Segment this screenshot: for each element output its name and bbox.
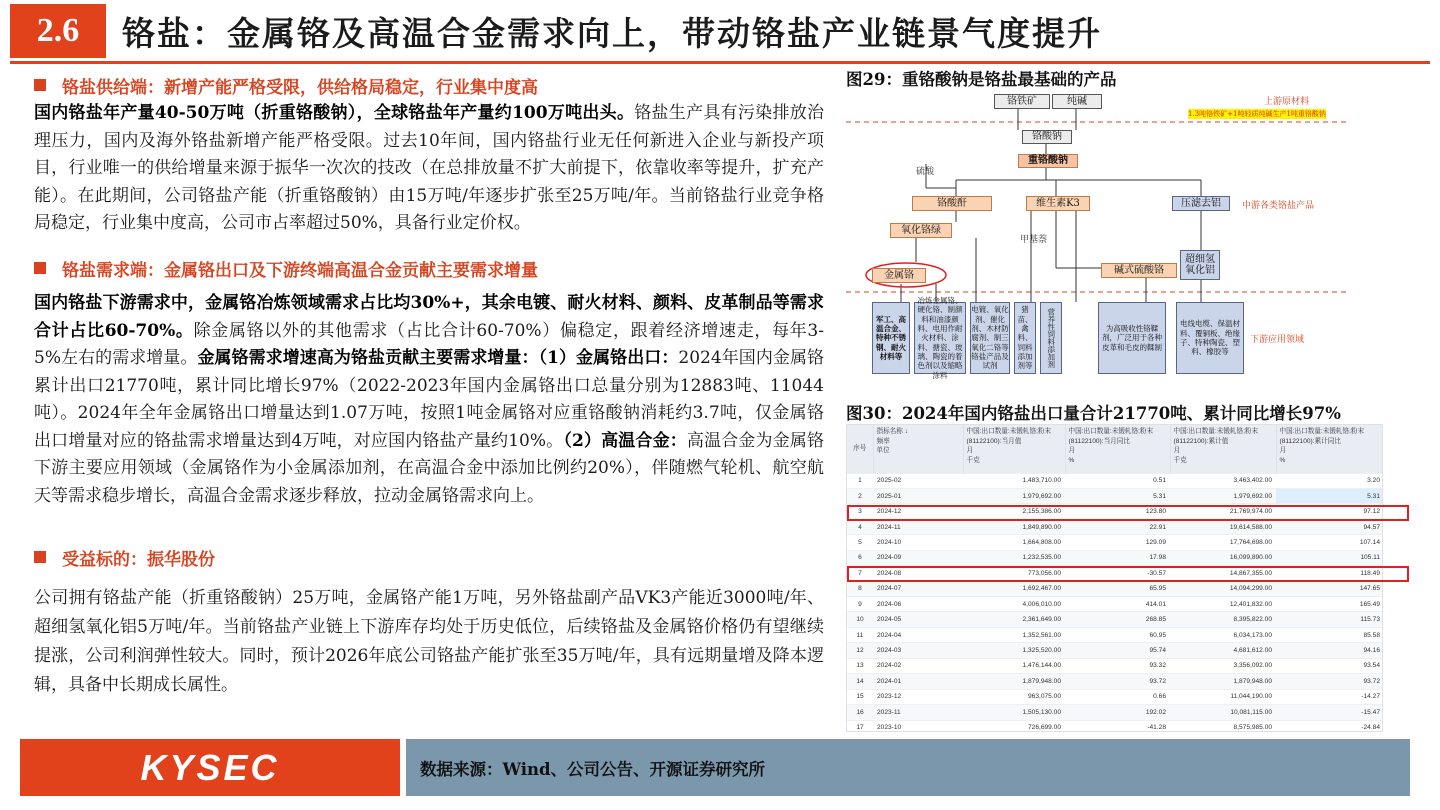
highlight-row-2024-08 (847, 566, 1409, 582)
fig29-title: 图29：重铬酸钠是铬盐最基础的产品 (846, 70, 1117, 89)
sodium-dichromate-box: 重铬酸钠 (1018, 154, 1078, 168)
row-monthly-yoy: 93.32 (1065, 658, 1170, 673)
row-monthly-yoy: 0.66 (1065, 689, 1170, 704)
chromium-oxide-green-box: 氧化铬绿 (890, 223, 952, 238)
row-monthly-value: 1,232,535.00 (963, 550, 1065, 565)
row-monthly-value: 1,325,520.00 (963, 643, 1065, 658)
row-seq: 7 (847, 566, 873, 581)
row-monthly-value: 1,476,144.00 (963, 658, 1065, 673)
supply-heading-text: 铬盐供给端：新增产能严格受限，供给格局稳定，行业集中度高 (62, 77, 538, 98)
row-date: 2025-01 (873, 488, 963, 503)
row-monthly-yoy: -30.57 (1065, 566, 1170, 581)
row-date: 2025-02 (873, 473, 963, 488)
col4-name: 中国:出口数量:未锻轧铬;粉末(81122100):累计同比 (1279, 428, 1365, 445)
highlight-row-2024-12 (847, 505, 1409, 521)
left-column (34, 70, 824, 700)
midstream-label: 中游各类铬盐产品 (1242, 201, 1315, 211)
row-cumulative-yoy: 107.14 (1276, 535, 1383, 550)
row-cumulative-value: 12,401,832.00 (1170, 597, 1276, 612)
row-date: 2024-07 (873, 581, 963, 596)
row-monthly-yoy: 95.74 (1065, 643, 1170, 658)
col1-name: 中国:出口数量:未锻轧铬;粉末(81122100):当月值 (966, 428, 1052, 445)
row-monthly-yoy: 414.01 (1065, 597, 1170, 612)
frequency-label: 频率 (876, 437, 890, 445)
row-cumulative-value: 1,979,692.00 (1170, 488, 1276, 503)
meta-header (873, 425, 963, 473)
upstream-note: 1.3吨铬铁矿+1吨轻质纯碱生产1吨重铬酸钠 (1188, 110, 1326, 118)
row-seq: 2 (847, 488, 873, 503)
row-cumulative-value: 19,614,588.00 (1170, 519, 1276, 534)
col2-freq: 月 (1068, 447, 1076, 455)
bullet-square-icon (34, 551, 46, 563)
row-seq: 1 (847, 473, 873, 488)
table-row (847, 720, 1383, 732)
row-monthly-yoy: 192.02 (1065, 705, 1170, 720)
row-monthly-yoy: 129.09 (1065, 535, 1170, 550)
col3-unit: 千克 (1173, 456, 1187, 464)
row-cumulative-yoy: 97.12 (1276, 504, 1383, 519)
beneficiary-text: 公司拥有铬盐产能（折重铬酸钠）25万吨，金属铬产能1万吨，另外铬盐副产品VK3产能近3000吨/年、超细氢氧化铝5万吨/年。当前铬盐产业链上下游库存均处于历史低位，后续铬盐及金属铬价格仍有望继续提涨，公司利润弹性较大。同时，预计2026年底公司铬盐产能扩张至35万吨/年，具有远期量增及降本逻辑，具备中长期成长属性。 (34, 588, 824, 695)
row-date: 2024-12 (873, 504, 963, 519)
supply-paragraph (34, 100, 824, 250)
row-cumulative-value: 10,081,115.00 (1170, 705, 1276, 720)
beneficiary-paragraph (34, 584, 824, 700)
table-header-row (847, 425, 1383, 473)
table-row (847, 658, 1383, 673)
row-cumulative-value: 3,463,402.00 (1170, 473, 1276, 488)
row-seq: 3 (847, 504, 873, 519)
row-cumulative-value: 4,681,612.00 (1170, 643, 1276, 658)
row-cumulative-yoy: 93.54 (1276, 658, 1383, 673)
demand-heading (34, 253, 824, 283)
header-divider (10, 61, 1430, 64)
row-monthly-value: 1,505,130.00 (963, 705, 1065, 720)
row-date: 2024-08 (873, 566, 963, 581)
row-seq: 6 (847, 550, 873, 565)
row-date: 2024-06 (873, 597, 963, 612)
row-cumulative-value: 17,764,698.00 (1170, 535, 1276, 550)
row-monthly-value: 4,006,010.00 (963, 597, 1065, 612)
chromite-box: 铬铁矿 (994, 94, 1050, 109)
indicator-name-label: 指标名称 ↓ (876, 428, 909, 435)
data-source-text: 数据来源：Wind、公司公告、开源证券研究所 (420, 759, 766, 779)
row-cumulative-value: 21,769,974.00 (1170, 504, 1276, 519)
col2-unit: % (1068, 456, 1075, 464)
row-monthly-yoy: 17.98 (1065, 550, 1170, 565)
table-row (847, 674, 1383, 689)
row-date: 2024-11 (873, 519, 963, 534)
row-monthly-yoy: 268.85 (1065, 612, 1170, 627)
beneficiary-heading (34, 542, 824, 572)
row-date: 2024-03 (873, 643, 963, 658)
row-date: 2024-05 (873, 612, 963, 627)
col3-header (1170, 425, 1276, 473)
row-monthly-value: 1,879,948.00 (963, 674, 1065, 689)
col3-name: 中国:出口数量:未锻轧铬;粉末(81122100):累计值 (1173, 428, 1259, 445)
row-monthly-value: 1,664,808.00 (963, 535, 1065, 550)
row-monthly-yoy: -41.28 (1065, 720, 1170, 732)
table-row (847, 550, 1383, 565)
sulfuric-acid-label: 硫酸 (916, 167, 935, 177)
row-cumulative-yoy: 93.72 (1276, 674, 1383, 689)
row-seq: 17 (847, 720, 873, 732)
row-monthly-value: 726,699.00 (963, 720, 1065, 732)
row-monthly-value: 1,979,692.00 (963, 488, 1065, 503)
row-cumulative-value: 14,867,355.00 (1170, 566, 1276, 581)
row-monthly-value: 2,155,386.00 (963, 504, 1065, 519)
row-monthly-yoy: 123.80 (1065, 504, 1170, 519)
row-cumulative-value: 6,034,173.00 (1170, 627, 1276, 642)
table-row (847, 643, 1383, 658)
row-cumulative-value: 14,094,299.00 (1170, 581, 1276, 596)
data-source-bar (406, 739, 1410, 796)
application-box-5: 营养性饲料添加剂 (1040, 302, 1062, 374)
col3-freq: 月 (1173, 447, 1181, 455)
table-row (847, 519, 1383, 534)
row-cumulative-value: 8,575,985.00 (1170, 720, 1276, 732)
row-cumulative-yoy: 3.20 (1276, 473, 1383, 488)
row-cumulative-yoy: 147.65 (1276, 581, 1383, 596)
section-number: 2.6 (10, 4, 106, 58)
row-cumulative-value: 3,356,092.00 (1170, 658, 1276, 673)
row-monthly-yoy: 93.72 (1065, 674, 1170, 689)
row-monthly-yoy: 22.91 (1065, 519, 1170, 534)
page-title: 铬盐：金属铬及高温合金需求向上，带动铬盐产业链景气度提升 (122, 14, 1102, 53)
row-date: 2024-02 (873, 658, 963, 673)
row-monthly-value: 963,075.00 (963, 689, 1065, 704)
application-box-7: 电线电缆、保温材料、覆铜板、绝缘子、特种陶瓷、塑料、橡胶等 (1176, 302, 1244, 374)
row-cumulative-yoy: -24.84 (1276, 720, 1383, 732)
row-cumulative-yoy: 85.58 (1276, 627, 1383, 642)
row-monthly-yoy: 5.31 (1065, 488, 1170, 503)
ultrafine-aluminum-hydroxide-box: 超细氢氧化铝 (1180, 250, 1220, 280)
bullet-square-icon (34, 262, 46, 274)
soda-box: 纯碱 (1052, 94, 1102, 109)
row-monthly-yoy: 60.95 (1065, 627, 1170, 642)
row-cumulative-yoy: 105.11 (1276, 550, 1383, 565)
alumina-filter-box: 压滤去铝 (1172, 196, 1230, 211)
row-cumulative-yoy: -15.47 (1276, 705, 1383, 720)
table-row (847, 473, 1383, 488)
basic-chromium-sulfate-box: 碱式硫酸铬 (1101, 263, 1177, 278)
row-monthly-value: 1,692,467.00 (963, 581, 1065, 596)
row-seq: 10 (847, 612, 873, 627)
row-seq: 4 (847, 519, 873, 534)
demand-key-sentence-3: （2）高温合金： (563, 430, 687, 451)
col1-freq: 月 (966, 447, 974, 455)
row-seq: 11 (847, 627, 873, 642)
logo-text: KYSEC (140, 746, 280, 788)
col1-header (963, 425, 1065, 473)
row-seq: 15 (847, 689, 873, 704)
row-seq: 9 (847, 597, 873, 612)
row-seq: 8 (847, 581, 873, 596)
row-monthly-value: 1,483,710.00 (963, 473, 1065, 488)
row-monthly-value: 1,352,561.00 (963, 627, 1065, 642)
kysec-logo (20, 739, 400, 796)
row-seq: 12 (847, 643, 873, 658)
application-box-4: 猪苗、禽料、饲料添加剂等 (1014, 302, 1036, 374)
sodium-chromate-box: 铬酸钠 (1022, 130, 1072, 144)
row-seq: 16 (847, 705, 873, 720)
row-date: 2024-09 (873, 550, 963, 565)
col2-header (1065, 425, 1170, 473)
row-monthly-value: 2,361,649.00 (963, 612, 1065, 627)
row-cumulative-value: 8,395,822.00 (1170, 612, 1276, 627)
bullet-square-icon (34, 79, 46, 91)
supply-key-sentence: 国内铬盐年产量40-50万吨（折重铬酸钠），全球铬盐年产量约100万吨出头。 (34, 103, 635, 123)
row-monthly-value: 1,849,890.00 (963, 519, 1065, 534)
row-cumulative-yoy: 94.57 (1276, 519, 1383, 534)
page-header (0, 0, 1440, 62)
row-cumulative-yoy: 118.49 (1276, 566, 1383, 581)
row-date: 2024-01 (873, 674, 963, 689)
downstream-label: 下游应用领域 (1250, 335, 1305, 345)
row-cumulative-value: 1,879,948.00 (1170, 674, 1276, 689)
beneficiary-heading-text: 受益标的：振华股份 (62, 549, 215, 570)
demand-text-2: 2024年国内金属铬累计出口21770吨，累计同比增长97%（2022-2023年国内金属铬出口总量分别为12883吨、11044吨）。2024年全年金属铬出口增量达到1.07万吨，按照1吨金属铬对应重铬酸钠消耗约3.7吨，仅金属铬出口增量对应的铬盐需求增量达到4万吨，对应国内铬盐产量约10%。 (34, 348, 825, 451)
demand-text-1: 除金属铬以外的其他需求（占比合计60-70%）偏稳定，跟着经济增速走，每年3-5%左右的需求增量。 (34, 320, 824, 368)
row-date: 2023-12 (873, 689, 963, 704)
row-monthly-yoy: 65.95 (1065, 581, 1170, 596)
row-cumulative-value: 11,044,190.00 (1170, 689, 1276, 704)
row-date: 2023-11 (873, 705, 963, 720)
row-seq: 14 (847, 674, 873, 689)
row-cumulative-yoy: 5.31 (1276, 488, 1383, 503)
demand-key-sentence-1: 国内铬盐下游需求中，金属铬冶炼领域需求占比均30%+，其余电镀、耐火材料、颜料、皮革制品等需求合计占比60-70%。 (34, 293, 824, 341)
col4-unit: % (1279, 456, 1286, 464)
col4-freq: 月 (1279, 447, 1287, 455)
chromium-salt-chain-diagram (846, 92, 1346, 382)
methyl-naphthalene-label: 甲基萘 (1020, 235, 1048, 245)
chromic-anhydride-box: 铬酸酐 (912, 196, 992, 211)
col4-header (1276, 425, 1383, 473)
row-cumulative-yoy: 165.49 (1276, 597, 1383, 612)
table-row (847, 705, 1383, 720)
table-row (847, 627, 1383, 642)
upstream-label: 上游原材料 (1264, 97, 1310, 107)
fig30-title: 图30：2024年国内铬盐出口量合计21770吨、累计同比增长97% (846, 404, 1341, 423)
application-box-2: 冶炼金属铬、硬化铬、制颜料和油漆颜料、电用作耐火材料、涂料、搪瓷、玻璃、陶瓷的着色剂以及缩略涂料 (914, 302, 966, 374)
table-row (847, 612, 1383, 627)
table-row (847, 488, 1383, 503)
supply-heading (34, 70, 824, 100)
table-row (847, 689, 1383, 704)
table-row (847, 535, 1383, 550)
row-seq: 13 (847, 658, 873, 673)
row-cumulative-yoy: -14.27 (1276, 689, 1383, 704)
application-box-1: 军工、高温合金、特种不锈钢、耐火材料等 (872, 302, 910, 374)
row-cumulative-value: 16,099,890.00 (1170, 550, 1276, 565)
application-box-3: 电镀、氧化剂、催化剂、木材防腐剂、制三氧化二铬等铬盐产品及试剂 (970, 302, 1010, 374)
col1-unit: 千克 (966, 456, 980, 464)
table-row (847, 581, 1383, 596)
demand-heading-text: 铬盐需求端：金属铬出口及下游终端高温合金贡献主要需求增量 (62, 260, 538, 281)
seq-header: 序号 (847, 425, 873, 473)
row-date: 2023-10 (873, 720, 963, 732)
row-monthly-yoy: 0.51 (1065, 473, 1170, 488)
row-monthly-value: 773,056.00 (963, 566, 1065, 581)
row-seq: 5 (847, 535, 873, 550)
vitamin-k3-box: 维生素K3 (1026, 196, 1090, 211)
demand-text-3: 高温合金为金属铬下游主要应用领域（金属铬作为小金属添加剂，在高温合金中添加比例约20%），伴随燃气轮机、航空航天等需求稳步增长，高温合金需求逐步释放，拉动金属铬需求向上。 (34, 430, 825, 506)
row-cumulative-yoy: 115.73 (1276, 612, 1383, 627)
demand-paragraph (34, 290, 824, 538)
unit-label: 单位 (876, 447, 890, 455)
table-row (847, 597, 1383, 612)
chromium-metal-box: 金属铬 (872, 268, 926, 283)
application-box-6: 为高吸收性铬鞣剂，广泛用于各种皮革和毛皮的鞣制 (1098, 302, 1166, 374)
supply-text: 铬盐生产具有污染排放治理压力，国内及海外铬盐新增产能严格受限。过去10年间，国内铬盐行业无任何新进入企业与新投产项目，行业唯一的供给增量来源于振华一次次的技改（在总排放量不扩大前提下，依靠收率等提升，扩充产能）。在此期间，公司铬盐产能（折重铬酸钠）由15万吨/年逐步扩张至25万吨/年。当前铬盐行业竞争格局稳定，行业集中度高，公司市占率超过50%，具备行业定价权。 (34, 103, 825, 233)
demand-key-sentence-2: 金属铬需求增速高为铬盐贡献主要需求增量：（1）金属铬出口： (197, 348, 679, 368)
row-date: 2024-04 (873, 627, 963, 642)
row-cumulative-yoy: 94.16 (1276, 643, 1383, 658)
row-date: 2024-10 (873, 535, 963, 550)
col2-name: 中国:出口数量:未锻轧铬;粉末(81122100):当月同比 (1068, 428, 1154, 445)
